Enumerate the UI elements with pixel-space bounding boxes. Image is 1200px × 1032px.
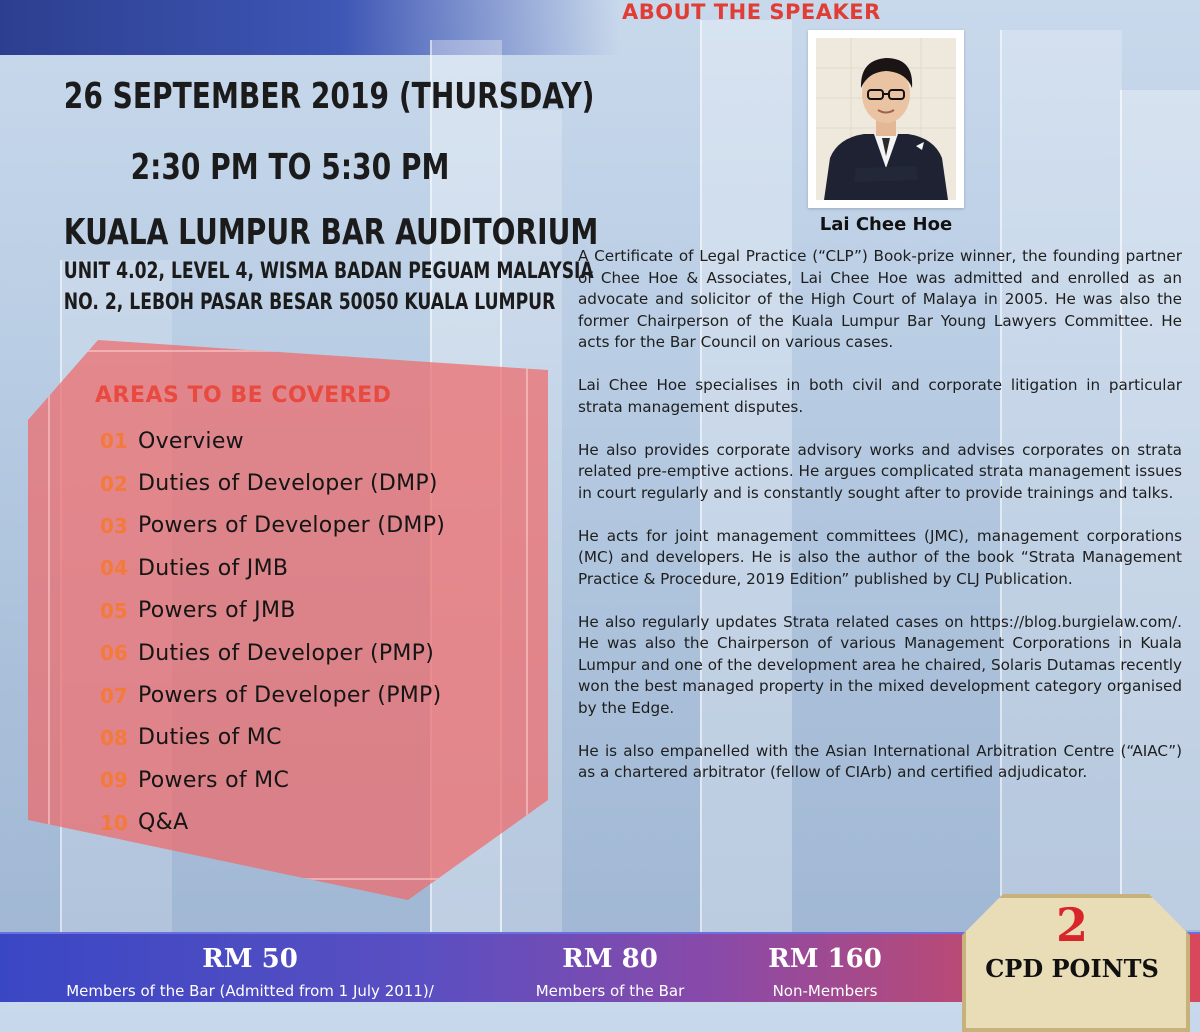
list-item	[100, 802, 445, 844]
list-item	[100, 420, 445, 462]
item-number: 07	[100, 683, 128, 708]
event-time: 2:30 PM TO 5:30 PM	[130, 147, 450, 188]
item-number: 03	[100, 513, 128, 538]
cpd-points-label: CPD POINTS	[985, 954, 1159, 983]
list-item	[100, 717, 445, 759]
item-label: Powers of MC	[138, 767, 290, 793]
fee-amount: RM 80	[562, 944, 658, 974]
about-speaker-title: ABOUT THE SPEAKER	[622, 0, 881, 24]
event-details	[0, 70, 599, 315]
item-label: Duties of JMB	[138, 555, 289, 581]
item-label: Overview	[138, 428, 244, 454]
item-number: 05	[100, 598, 128, 623]
item-number: 04	[100, 556, 128, 581]
bio-paragraph: He also provides corporate advisory works and advises corporates on strata related pre-emptive actions. He argues complicated strata management issues in court regularly and is constantly sought after to provide trainings and talks.	[578, 440, 1182, 502]
item-label: Duties of Developer (DMP)	[138, 471, 438, 497]
item-label: Duties of Developer (PMP)	[138, 640, 435, 666]
bio-paragraph: A Certificate of Legal Practice (“CLP”) Book-prize winner, the founding partner of Chee Hoe & Associates, Lai Chee Hoe was admitted and enrolled as an advocate and solicitor of the High Court of Malaya in 2005. He was also the former Chairperson of the Kuala Lumpur Bar Young Lawyers Committee. He acts for the Bar Council on various cases.	[578, 247, 1182, 351]
fee-amount: RM 50	[202, 944, 298, 974]
item-number: 08	[100, 725, 128, 750]
speaker-photo	[816, 38, 956, 200]
cpd-points-value: 2	[1055, 898, 1088, 952]
list-item	[100, 759, 445, 801]
fee-amount: RM 160	[768, 944, 882, 974]
list-item	[100, 674, 445, 716]
bio-paragraph: Lai Chee Hoe specialises in both civil and corporate litigation in particular strata management disputes.	[578, 376, 1182, 416]
fee-caption: Members of the Bar (Admitted from 1 July 2011)/	[66, 982, 434, 1000]
item-number: 02	[100, 471, 128, 496]
bio-paragraph: He acts for joint management committees (JMC), management corporations (MC) and developers. He is also the author of the book “Strata Management Practice & Procedure, 2019 Edition” published by CLJ Publication.	[578, 526, 1182, 588]
list-item	[100, 505, 445, 547]
event-address-line1: UNIT 4.02, LEVEL 4, WISMA BADAN PEGUAM MALAYSIA	[63, 259, 594, 284]
fee-members-2011	[20, 944, 480, 1000]
fee-non-members	[720, 944, 930, 1000]
list-item	[100, 590, 445, 632]
speaker-name: Lai Chee Hoe	[819, 214, 953, 235]
areas-title: AREAS TO BE COVERED	[95, 383, 392, 408]
item-label: Powers of Developer (PMP)	[138, 683, 442, 709]
bio-paragraph: He is also empanelled with the Asian International Arbitration Centre (“AIAC”) as a chartered arbitrator (fellow of CIArb) and certified adjudicator.	[578, 741, 1182, 781]
item-number: 09	[100, 768, 128, 793]
event-venue: KUALA LUMPUR BAR AUDITORIUM	[63, 212, 599, 253]
fee-caption: Members of the Bar	[535, 982, 685, 1000]
item-label: Powers of JMB	[138, 598, 296, 624]
fee-members	[500, 944, 720, 1000]
bio-paragraph: He also regularly updates Strata related cases on https://blog.burgielaw.com/. He was also the Chairperson of various Management Corporations in Kuala Lumpur and one of the development area he chaired, Solaris Dutamas recently won the best managed property in the mixed development category organised by the Edge.	[578, 612, 1182, 717]
event-date: 26 SEPTEMBER 2019 (THURSDAY)	[63, 76, 595, 117]
event-address-line2: NO. 2, LEBOH PASAR BESAR 50050 KUALA LUMPUR	[63, 290, 556, 315]
list-item	[100, 632, 445, 674]
item-number: 01	[100, 429, 128, 454]
item-label: Powers of Developer (DMP)	[138, 513, 446, 539]
item-label: Q&A	[138, 810, 189, 836]
speaker-bio	[578, 246, 1182, 805]
item-number: 06	[100, 641, 128, 666]
item-number: 10	[100, 810, 128, 835]
areas-list	[100, 420, 445, 844]
fee-caption: Non-Members	[772, 982, 878, 1000]
list-item	[100, 462, 445, 504]
speaker-portrait-icon	[816, 38, 956, 200]
header-band	[0, 0, 620, 55]
item-label: Duties of MC	[138, 725, 282, 751]
list-item	[100, 547, 445, 589]
speaker-photo-frame	[808, 30, 964, 208]
